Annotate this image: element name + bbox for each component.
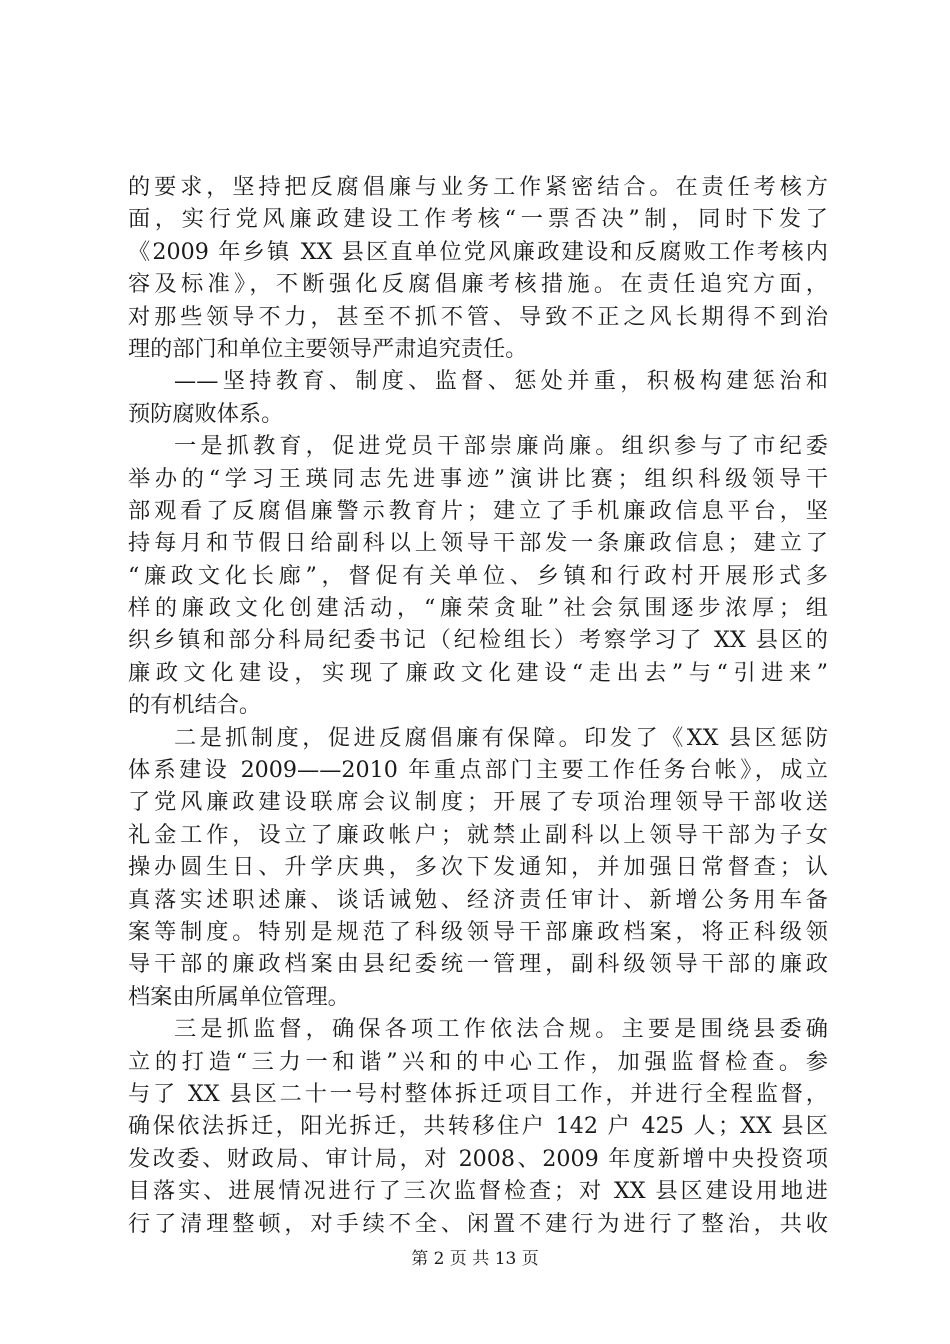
text-line: 面，实行党风廉政建设工作考核“一票否决”制，同时下发了: [128, 206, 828, 233]
text-line: 的有机结合。: [128, 692, 262, 719]
text-line: 导干部的廉政档案由县纪委统一管理，副科级领导干部的廉政: [128, 951, 828, 978]
text-line: 二是抓制度，促进反腐倡廉有保障。印发了《XX 县区惩防: [174, 724, 828, 751]
text-line: 档案由所属单位管理。: [128, 983, 350, 1010]
text-line: 与了 XX 县区二十一号村整体拆迁项目工作，并进行全程监督，: [128, 1080, 828, 1107]
text-line: 一是抓教育，促进党员干部崇廉尚廉。组织参与了市纪委: [174, 433, 828, 460]
section-heading-line: 预防腐败体系。: [128, 400, 284, 427]
text-line: 礼金工作，设立了廉政帐户；就禁止副科以上领导干部为子女: [128, 821, 828, 848]
document-body: [128, 171, 828, 1240]
text-line: 容及标准》，不断强化反腐倡廉考核措施。在责任追究方面，: [128, 271, 828, 298]
text-line: 体系建设 2009——2010 年重点部门主要工作任务台帐》，成立: [128, 757, 828, 784]
text-line: 发改委、财政局、审计局，对 2008、2009 年度新增中央投资项: [128, 1145, 828, 1172]
text-line: 的要求，坚持把反腐倡廉与业务工作紧密结合。在责任考核方: [128, 174, 828, 200]
section-heading-line: ——坚持教育、制度、监督、惩处并重，积极构建惩治和: [174, 368, 828, 395]
text-line: 部观看了反腐倡廉警示教育片；建立了手机廉政信息平台，坚: [128, 497, 828, 524]
text-line: 样的廉政文化创建活动，“廉荣贪耻”社会氛围逐步浓厚；组: [128, 595, 828, 622]
page-number-footer: 第 2 页 共 13 页: [411, 1249, 539, 1269]
text-line: 对那些领导不力，甚至不抓不管、导致不正之风长期得不到治: [128, 303, 828, 330]
text-line: 了党风廉政建设联席会议制度；开展了专项治理领导干部收送: [128, 789, 828, 816]
text-line: 三是抓监督，确保各项工作依法合规。主要是围绕县委确: [174, 1016, 828, 1043]
text-line: 廉政文化建设，实现了廉政文化建设“走出去”与“引进来”: [128, 659, 828, 686]
text-line: “廉政文化长廊”，督促有关单位、乡镇和行政村开展形式多: [128, 562, 828, 589]
text-line: 持每月和节假日给副科以上领导干部发一条廉政信息；建立了: [128, 530, 828, 557]
text-line: 立的打造“三力一和谐”兴和的中心工作，加强监督检查。参: [128, 1048, 828, 1075]
text-line: 举办的“学习王瑛同志先进事迹”演讲比赛；组织科级领导干: [128, 465, 828, 492]
text-line: 案等制度。特别是规范了科级领导干部廉政档案，将正科级领: [128, 918, 828, 945]
text-line: 确保依法拆迁，阳光拆迁，共转移住户 142 户 425 人；XX 县区: [128, 1113, 828, 1140]
text-line: 行了清理整顿，对手续不全、闲置不建行为进行了整治，共收: [128, 1210, 828, 1237]
text-line: 操办圆生日、升学庆典，多次下发通知，并加强日常督查；认: [128, 854, 828, 881]
text-line: 真落实述职述廉、谈话诫勉、经济责任审计、新增公务用车备: [128, 886, 828, 913]
text-line: 《2009 年乡镇 XX 县区直单位党风廉政建设和反腐败工作考核内: [128, 238, 828, 265]
text-line: 理的部门和单位主要领导严肃追究责任。: [128, 335, 528, 362]
text-line: 目落实、进展情况进行了三次监督检查；对 XX 县区建设用地进: [128, 1178, 828, 1205]
text-line: 织乡镇和部分科局纪委书记（纪检组长）考察学习了 XX 县区的: [128, 627, 828, 654]
